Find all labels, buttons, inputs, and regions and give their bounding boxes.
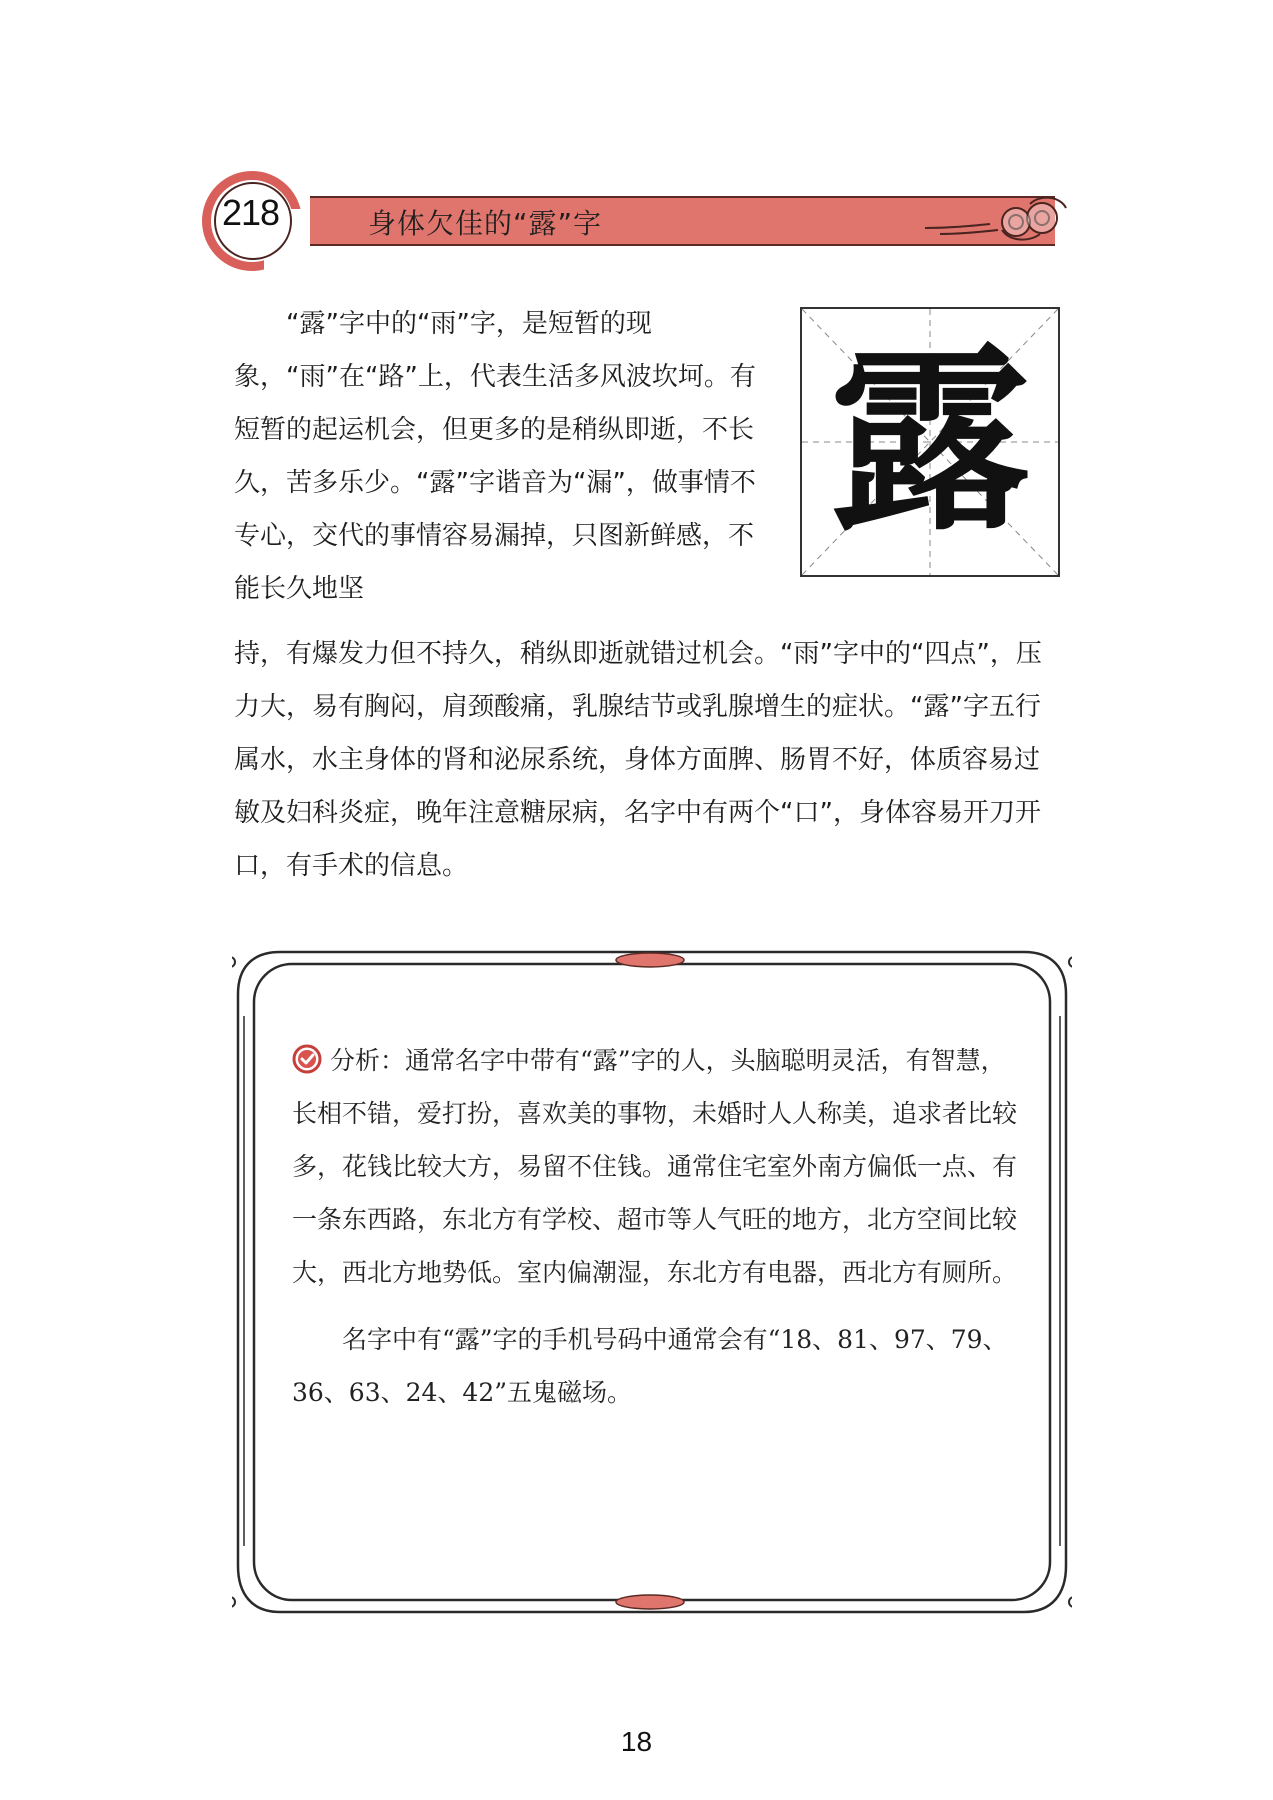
analysis-paragraph-2: 名字中有“露”字的手机号码中通常会有“18、81、97、79、36、63、24、42”五鬼磁场。 xyxy=(292,1325,1008,1407)
check-circle-icon xyxy=(292,1044,322,1074)
body-paragraph-bottom: 持，有爆发力但不持久，稍纵即逝就错过机会。“雨”字中的“四点”，压力大，易有胸闷，肩颈酸痛，乳腺结节或乳腺增生的症状。“露”字五行属水，水主身体的肾和泌尿系统，身体方面脾、肠胃不好，体质容易过敏及妇科炎症，晚年注意糖尿病，名字中有两个“口”，身体容易开刀开口，有手术的信息。 xyxy=(234,639,1042,881)
analysis-paragraph-1 xyxy=(292,1034,1017,1299)
cloud-ornament-icon xyxy=(920,190,1070,250)
character-grid-box xyxy=(800,307,1060,577)
analysis-frame xyxy=(232,946,1072,1616)
analysis-label: 分析： xyxy=(330,1046,406,1075)
analysis-content xyxy=(292,1034,1017,1419)
entry-title: 身体欠佳的“露”字 xyxy=(368,207,603,240)
analysis-text-1: 通常名字中带有“露”字的人，头脑聪明灵活，有智慧，长相不错，爱打扮，喜欢美的事物，未婚时人人称美，追求者比较多，花钱比较大方，易留不住钱。通常住宅室外南方偏低一点、有一条东西路，东北方有学校、超市等人气旺的地方，北方空间比较大，西北方地势低。室内偏潮湿，东北方有电器，西北方有厕所。 xyxy=(292,1046,1018,1287)
body-paragraph-top: “露”字中的“雨”字，是短暂的现象，“雨”在“路”上，代表生活多风波坎坷。有短暂的起运机会，但更多的是稍纵即逝，不长久，苦多乐少。“露”字谐音为“漏”，做事情不专心，交代的事情容易漏掉，只图新鲜感，不能长久地坚 xyxy=(234,309,756,604)
entry-number: 218 xyxy=(222,192,280,233)
entry-header xyxy=(200,168,1080,278)
page-number: 18 xyxy=(620,1726,653,1757)
featured-character: 露 xyxy=(829,324,1030,559)
